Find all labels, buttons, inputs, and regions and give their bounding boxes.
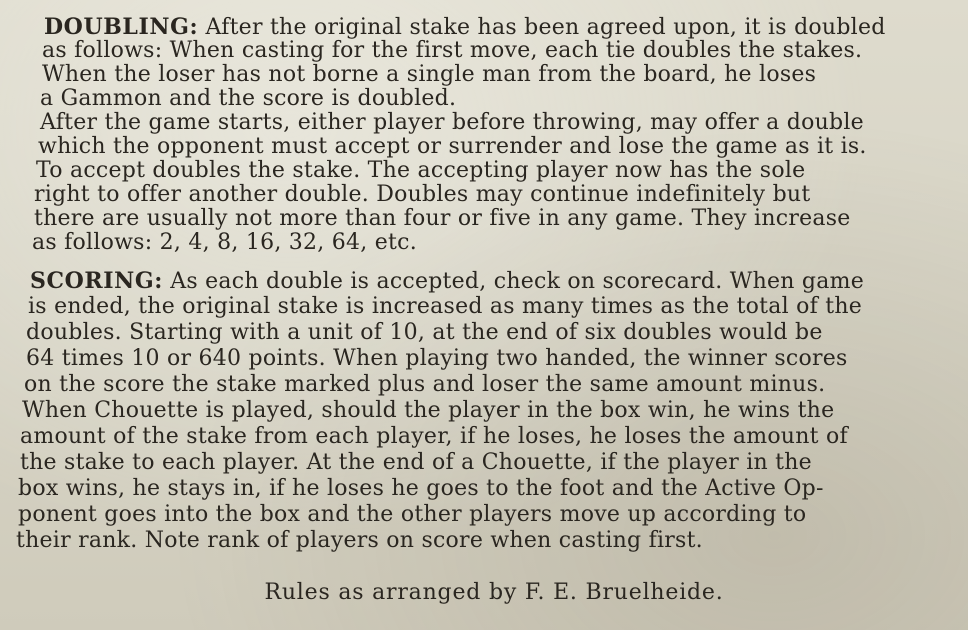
doubling-line-1-text: After the original stake has been agreed upon, it is doubled: [198, 15, 886, 40]
scoring-line-1-text: As each double is accepted, check on scorecard. When game: [162, 269, 865, 294]
doubling-line-4: a Gammon and the score is doubled.: [40, 86, 457, 111]
scoring-line-9: box wins, he stays in, if he loses he goes to the foot and the Active Op-: [18, 476, 824, 501]
doubling-line-10: as follows: 2, 4, 8, 16, 32, 64, etc.: [32, 230, 417, 255]
scoring-line-5: on the score the stake marked plus and loser the same amount minus.: [24, 372, 826, 397]
scoring-line-4: 64 times 10 or 640 points. When playing two handed, the winner scores: [26, 346, 848, 371]
doubling-line-9: there are usually not more than four or five in any game. They increase: [34, 206, 851, 231]
scoring-line-1: [30, 268, 864, 295]
doubling-line-8: right to offer another double. Doubles may continue indefinitely but: [34, 182, 811, 207]
doubling-line-5: After the game starts, either player before throwing, may offer a double: [40, 110, 864, 135]
scoring-line-3: doubles. Starting with a unit of 10, at the end of six doubles would be: [26, 320, 823, 345]
scoring-line-11: their rank. Note rank of players on score when casting first.: [16, 528, 703, 553]
doubling-line-6: which the opponent must accept or surrender and lose the game as it is.: [38, 134, 867, 159]
scoring-line-6: When Chouette is played, should the player in the box win, he wins the: [22, 398, 835, 423]
scoring-line-10: ponent goes into the box and the other players move up according to: [18, 502, 807, 527]
rules-credit: Rules as arranged by F. E. Bruelheide.: [264, 580, 724, 605]
scoring-heading: SCORING:: [30, 268, 163, 294]
scoring-line-7: amount of the stake from each player, if he loses, he loses the amount of: [20, 424, 848, 449]
doubling-line-3: When the loser has not borne a single man from the board, he loses: [42, 62, 817, 87]
scoring-line-8: the stake to each player. At the end of a Chouette, if the player in the: [20, 450, 812, 475]
scoring-line-2: is ended, the original stake is increased as many times as the total of the: [28, 294, 863, 319]
doubling-line-2: as follows: When casting for the first move, each tie doubles the stakes.: [42, 38, 863, 63]
doubling-line-1: [44, 14, 886, 41]
doubling-line-7: To accept doubles the stake. The accepting player now has the sole: [36, 158, 806, 183]
doubling-heading: DOUBLING:: [44, 14, 199, 40]
